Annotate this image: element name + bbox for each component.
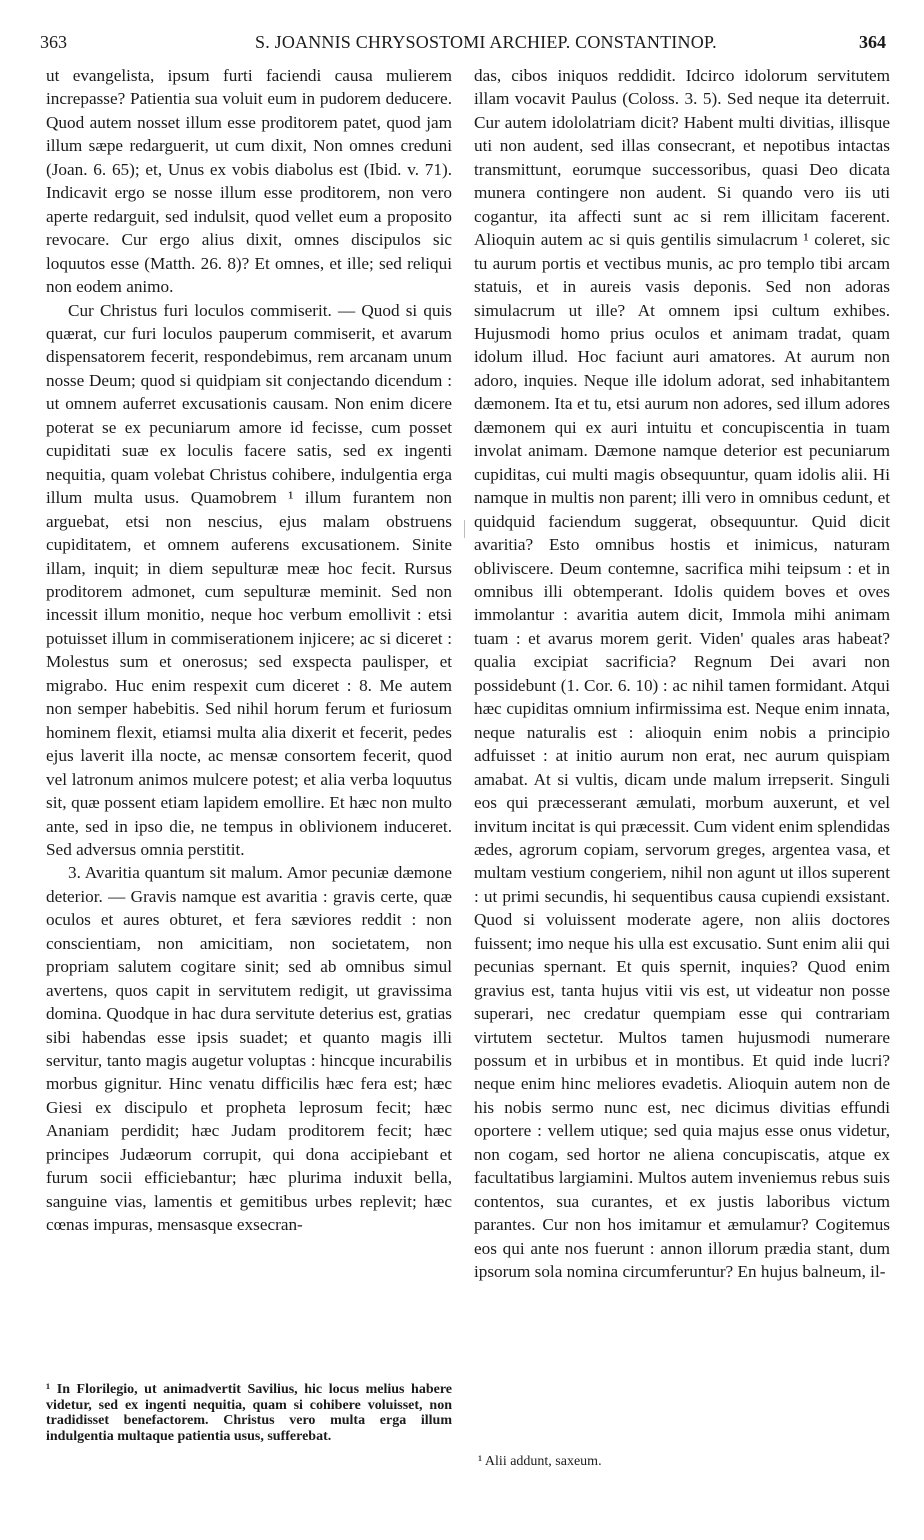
running-header (40, 32, 886, 62)
left-paragraph-3: 3. Avaritia quantum sit malum. Amor pecuniæ dæmone deterior. — Gravis namque est avaritia : gravis certe, quæ oculos et aures obturet, et fera sæviores reddit : non conscientiam, non amicitiam, non societatem, non propriam salutem cogitare sinit; sed ab omnibus simul avertens, quos capit in servitutem redigit, ut gravissima domina. Quodque in hac dura servitute deterius est, gratias sibi habendas esse ipsis suadet; et quanto magis illi servitur, tanto magis augetur voluptas : hincque incurabilis morbus gignitur. Hinc venatu difficilis hæc fera est; hæc Giesi ex discipulo et propheta leprosum fecit; hæc Ananiam perdidit; hæc Judam proditorem fecit; hæc principes Judæorum corrupit, qui dona accipiebant et furum socii efficiebantur; hæc plurima induxit bella, sanguine vias, lamentis et gemitibus urbes replevit; hæc cœnas impuras, mensasque exsecran- (46, 863, 452, 1235)
right-column (474, 64, 890, 1284)
left-column (46, 64, 452, 1237)
page-number-right: 364 (859, 32, 886, 52)
running-title: S. JOANNIS CHRYSOSTOMI ARCHIEP. CONSTANTINOP. (255, 32, 717, 52)
footnote-left: ¹ In Florilegio, ut animadvertit Savilius, hic locus melius habere videtur, sed ex ingenti nequitia, quam si cohibere voluisset, non tradidisset benefactorem. Christus vero multa erga illum indulgentia multaque patientia usus, sufferebat. (46, 1382, 452, 1444)
right-paragraph-1: das, cibos iniquos reddidit. Idcirco idolorum servitutem illam vocavit Paulus (Coloss. 3. 5). Sed neque ita deterruit. Cur autem idololatriam dicit? Habent multi divitias, illisque uti non audent, sed illas consecrant, et nepotibus intactas transmittunt, eorumque successoribus, quasi Deo dicata munera contingere non audent. Si quando vero iis uti cogantur, ita affecti sunt ac si rem illicitam facerent. Alioquin autem ac si quis gentilis simulacrum ¹ coleret, sic tu aurum portis et vectibus munis, ac pro templo tibi arcam statuis, et in aureis vasis deponis. Sed non adoras simulacrum ut ille? At omnem ipsi cultum exhibes. Hujusmodi homo prius oculos et animam tradat, quam idolum illud. Hoc faciunt auri amatores. At aurum non adoro, inquies. Neque ille idolum adorat, sed inhabitantem dæmonem. Ita et tu, etsi aurum non adores, sed illum adores dæmonem qui ex auri intuitu et concupiscentia in tuam involat animam. Dæmone namque deterior est pecuniarum cupiditas, cui multi magis obsequuntur, quam idolis alii. Hi namque in multis non parent; illi vero in omnibus cedunt, et quidquid faciendum suggerat, obsequuntur. Quid dicit avaritia? Esto omnibus hostis et inimicus, naturam obliviscere. Deum contemne, sacrifica mihi teipsum : et in omnibus illi obtemperant. Idolis quidem boves et oves immolantur : avaritia autem dicit, Immola mihi animam tuam : et avarus morem gerit. Viden' quales aras habeat? qualia excipiat sacrificia? Regnum Dei avari non possidebunt (1. Cor. 6. 10) : ac nihil tamen formidant. Atqui hæc cupiditas omnium infirmissima est. Neque enim innata, neque naturalis est : alioquin enim nobis a principio adfuisset : at initio aurum non erat, nec aurum quispiam amabat. At si vultis, dicam unde malum irrepserit. Singuli eos qui præcesserant æmulati, morbum auxerunt, et vel invitum incitat is qui præcessit. Cum vident enim splendidas ædes, agrorum copiam, servorum greges, argentea vasa, et multam vestium congeriem, nihil non agunt ut illos superent : ut primi secundis, hi sequentibus causa cupiendi exsistant. Quod si voluissent moderate agere, non aliis doctores fuissent; imo neque his ulla est excusatio. Sunt enim alii qui pecunias spernant. Et quis spernit, inquies? Quod enim gravius est, tanta hujus vitii vis est, ut videatur non posse superari, nec credatur quempiam esse qui contrariam virtutem sectetur. Multos tamen hujusmodi numerare possum et in urbibus et in montibus. Et quid inde lucri? neque enim hinc meliores evadetis. Alioquin autem non de his nobis sermo nunc est, nec dicimus divitias effundi oportere : vellem utique; sed quia majus esse onus videtur, non cogam, sed hortor ne aliena concupiscatis, atque ex facultatibus largiamini. Multos autem inveniemus rebus suis contentos, sua curantes, et ex justis laboribus victum parantes. Cur non hos imitamur et æmulamur? Cogitemus eos qui ante nos fuerunt : annon illorum prædia stant, dum ipsorum sola nomina circumferuntur? En hujus balneum, il- (474, 66, 890, 1282)
left-paragraph-2: Cur Christus furi loculos commiserit. — Quod si quis quærat, cur furi loculos pauperum commiserit, et avarum dispensatorem fecerit, respondebimus, rem arcanam unum nosse Deum; quod si quidpiam sit conjectando dicendum : ut omnem auferret excusationis causam. Non enim dicere poterat se ex pecuniarum amore id fecisse, cum posset cupiditati suæ ex loculis facere satis, sed ex ingenti nequitia, quam volebat Christus cohibere, indulgentia erga illum multa usus. Quamobrem ¹ illum furantem non arguebat, etsi non nescius, ejus malam obstruens cupiditatem, et omnem auferens excusationem. Sinite illam, inquit; in diem sepulturæ meæ hoc fecit. Rursus proditorem admonet, cum sepulturæ meminit. Sed non incessit illum monitio, neque hoc verbum emollivit : etsi potuisset illum in commiserationem injicere; ac si diceret : Molestus sum et onerosus; sed exspecta paulisper, et migrabo. Huc enim respexit cum diceret : 8. Me autem non semper habebitis. Sed nihil horum ferum et furiosum hominem flexit, etiamsi multa alia dixerit et fecerit, pedes ejus laverit illa nocte, ac mensæ consortem fecerit, quod vel latronum animos mulcere potest; et alia verba loquutus sit, quæ possent etiam lapidem emollire. Et hæc non multo ante, sed in ipso die, ne tempus in oblivionem induceret. Sed adversus omnia perstitit. (46, 300, 452, 859)
column-divider (464, 520, 465, 538)
footnote-right: ¹ Alii addunt, saxeum. (478, 1454, 602, 1469)
page-number-left: 363 (40, 32, 67, 52)
left-paragraph-1: ut evangelista, ipsum furti faciendi causa mulierem increpasse? Patientia sua voluit eum in pudorem deducere. Quod autem nosset illum esse proditorem patet, quod jam illum sæpe redarguerit, ut cum dixit, Non omnes creduni (Joan. 6. 65); et, Unus ex vobis diabolus est (Ibid. v. 71). Indicavit ergo se nosse illum esse proditorem, non vero aperte redarguit, sed indulsit, quod vellet eum a proposito revocare. Cur ergo alius dixit, omnes discipulos sic loquutos esse (Matth. 26. 8)? Et omnes, et ille; sed reliqui non eodem animo. (46, 66, 452, 297)
